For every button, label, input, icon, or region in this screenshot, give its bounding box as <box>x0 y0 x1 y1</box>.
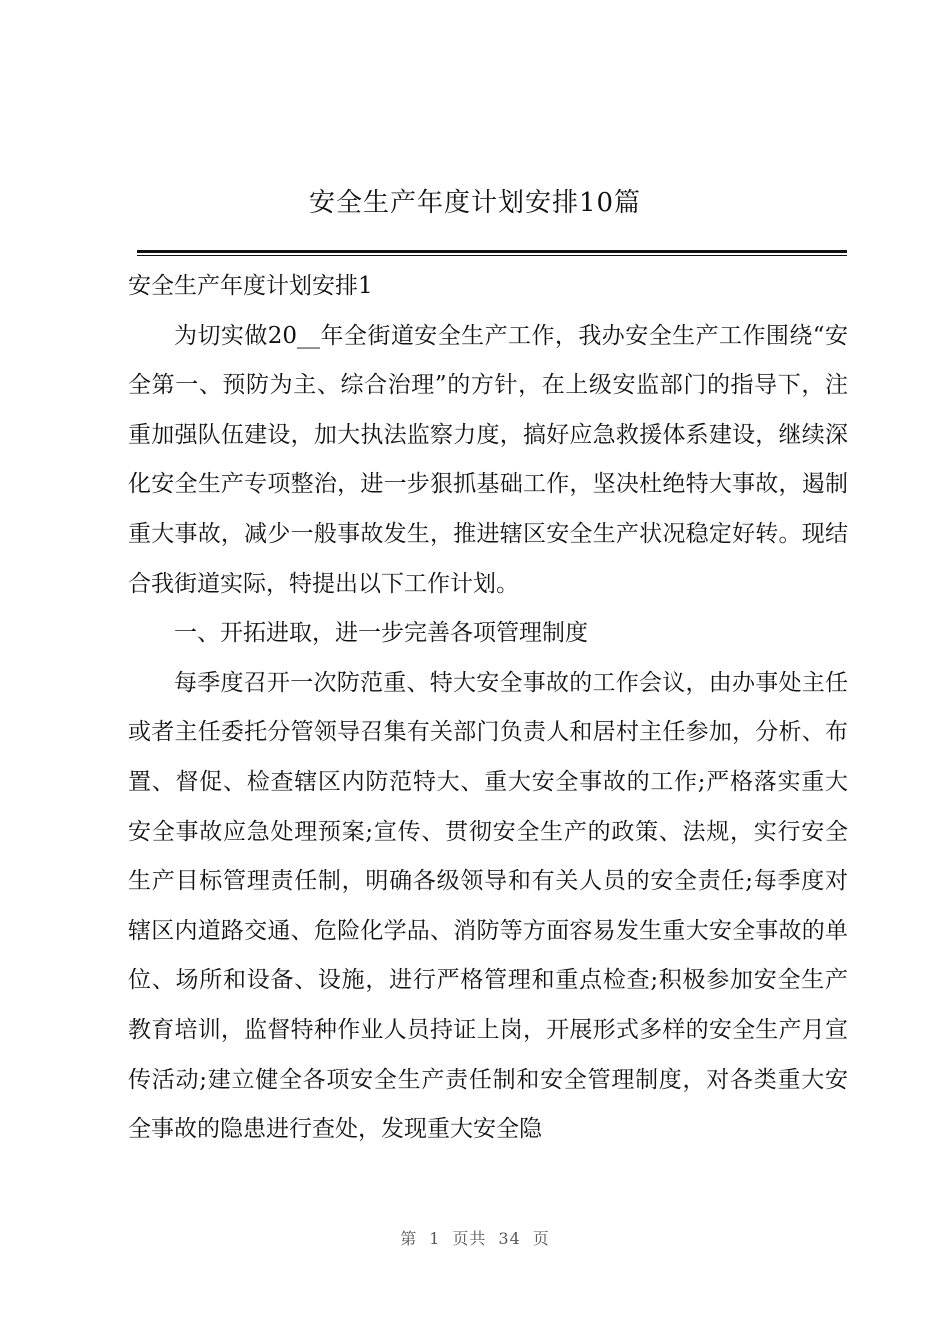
paragraph-management: 每季度召开一次防范重、特大安全事故的工作会议，由办事处主任或者主任委托分管领导召集有关部门负责人和居村主任参加，分析、布置、督促、检查辖区内防范特大、重大安全事故的工作;严格落实重大安全事故应急处理预案;宣传、贯彻安全生产的政策、法规，实行安全生产目标管理责任制，明确各级领导和有关人员的安全责任;每季度对辖区内道路交通、危险化学品、消防等方面容易发生重大安全事故的单位、场所和设备、设施，进行严格管理和重点检查;积极参加安全生产教育培训，监督特种作业人员持证上岗，开展形式多样的安全生产月宣传活动;建立健全各项安全生产责任制和安全管理制度，对各类重大安全事故的隐患进行查处，发现重大安全隐 <box>128 669 848 1143</box>
page-footer <box>0 1226 950 1249</box>
title-rule-thin <box>137 255 847 256</box>
footer-total-pages: 34 <box>498 1229 521 1248</box>
footer-prefix: 第 <box>400 1229 418 1248</box>
title-rule-thick <box>137 250 847 253</box>
footer-current-page: 1 <box>429 1229 441 1248</box>
footer-suffix: 页 <box>532 1229 550 1248</box>
paragraph-intro: 为切实做20__年全街道安全生产工作，我办安全生产工作围绕“安全第一、预防为主、综合治理”的方针，在上级安监部门的指导下，注重加强队伍建设，加大执法监察力度，搞好应急救援体系建设，继续深化安全生产专项整治，进一步狠抓基础工作，坚决杜绝特大事故，遏制重大事故，减少一般事故发生，推进辖区安全生产状况稳定好转。现结合我街道实际，特提出以下工作计划。 <box>128 322 848 597</box>
footer-middle: 页共 <box>452 1229 487 1248</box>
section-title: 安全生产年度计划安排1 <box>128 273 373 299</box>
document-body <box>128 262 848 1155</box>
document-title: 安全生产年度计划安排10篇 <box>308 188 642 218</box>
heading-one: 一、开拓进取，进一步完善各项管理制度 <box>174 620 588 647</box>
